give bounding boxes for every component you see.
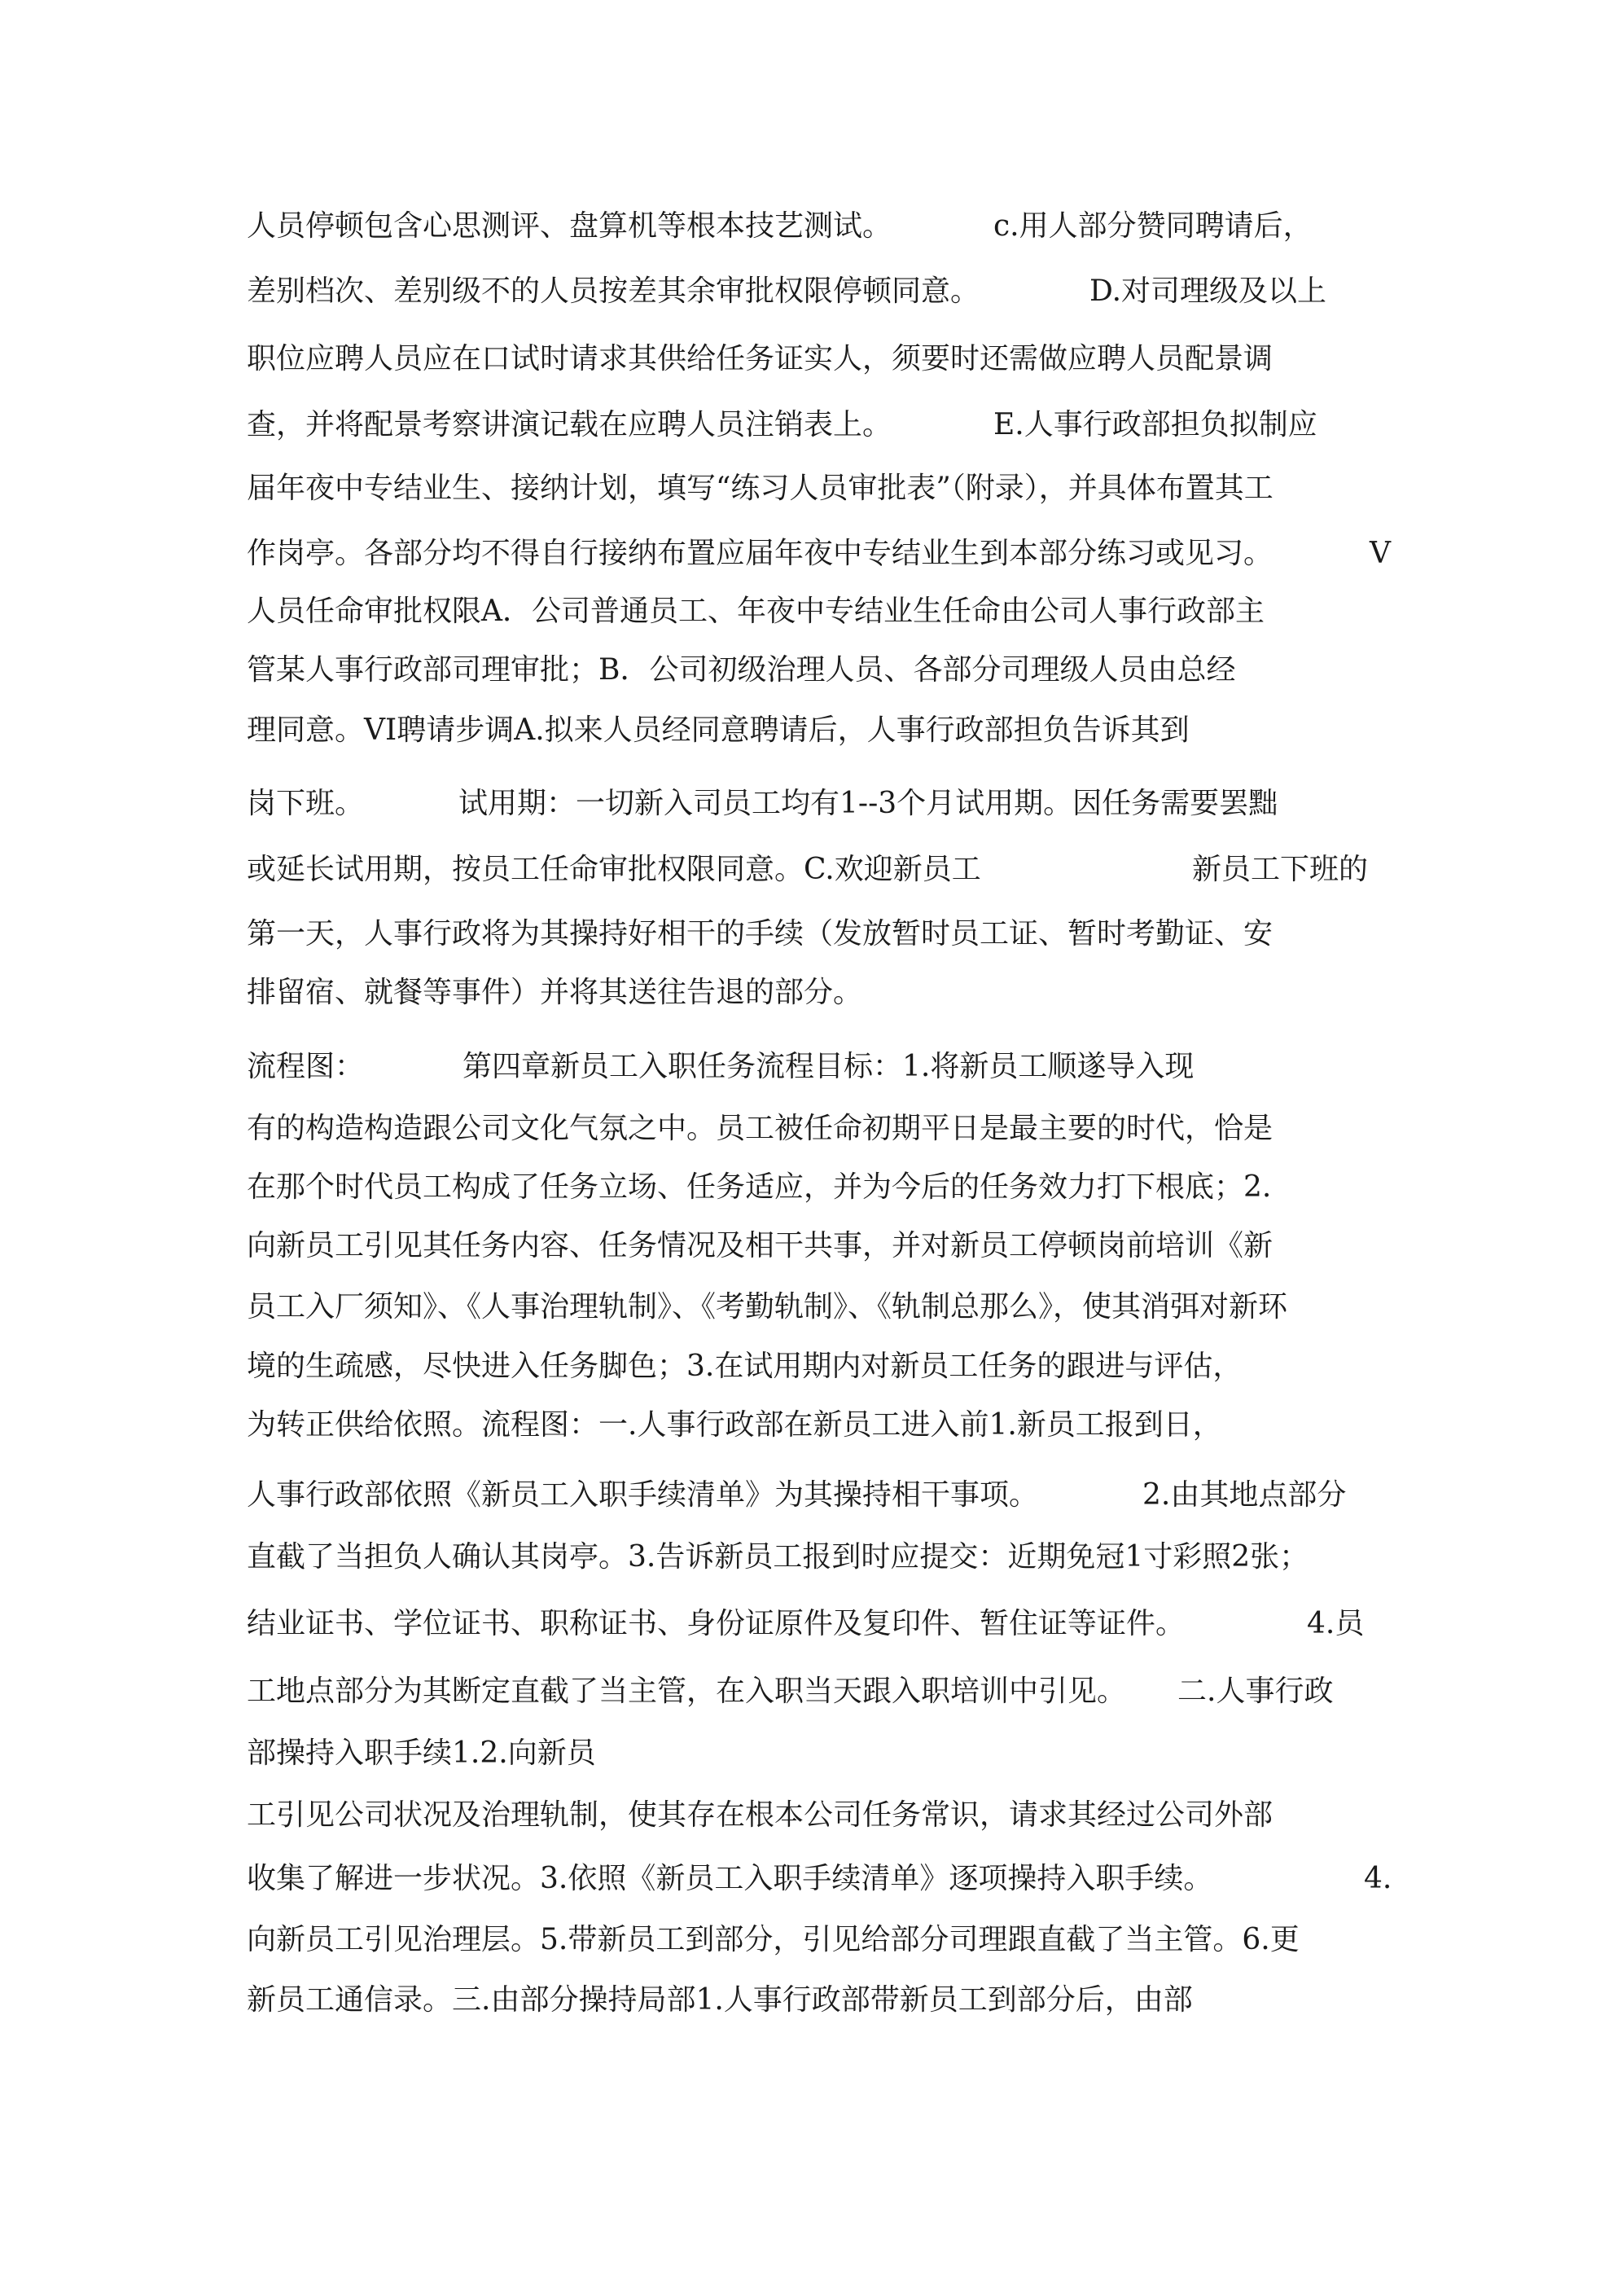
text-segment: 查，并将配景考察讲演记载在应聘人员注销表上。 [247, 408, 892, 441]
text-segment: 有的构造构造跟公司文化气氛之中。员工被任命初期平日是最主要的时代，恰是 [247, 1112, 1273, 1145]
text-segment: 向新员工引见其任务内容、任务情况及相干共事，并对新员工停顿岗前培训《新 [247, 1229, 1273, 1262]
text-segment: E.人事行政部担负拟制应 [993, 408, 1317, 441]
text-segment: 结业证书、学位证书、职称证书、身份证原件及复印件、暂住证等证件。 [247, 1607, 1186, 1640]
text-segment: 第四章新员工入职任务流程目标：1.将新员工顺遂导入现 [462, 1050, 1195, 1083]
text-segment: 排留宿、就餐等事件）并将其送往告退的部分。 [247, 976, 863, 1009]
text-segment: 2.由其地点部分 [1142, 1478, 1347, 1512]
text-segment: 直截了当担负人确认其岗亭。3.告诉新员工报到时应提交：近期免冠1寸彩照2张； [247, 1540, 1309, 1574]
text-segment: 部操持入职手续1.2.向新员 [247, 1736, 596, 1770]
text-segment: D.对司理级及以上 [1089, 274, 1327, 308]
text-segment: 人员停顿包含心思测评、盘算机等根本技艺测试。 [247, 209, 892, 243]
text-segment: 向新员工引见治理层。5.带新员工到部分，引见给部分司理跟直截了当主管。6.更 [247, 1923, 1300, 1956]
text-segment: 为转正供给依照。流程图：一.人事行政部在新员工进入前1.新员工报到日， [247, 1408, 1222, 1442]
text-segment: 4.员 [1307, 1607, 1365, 1640]
text-segment: 岗下班。 [247, 787, 365, 820]
text-segment: 人事行政部依照《新员工入职手续清单》为其操持相干事项。 [247, 1478, 1039, 1512]
text-segment: 管某人事行政部司理审批；B．公司初级治理人员、各部分司理级人员由总经 [247, 653, 1236, 687]
text-segment: 或延长试用期，按员工任命审批权限同意。C.欢迎新员工 [247, 853, 981, 886]
text-segment: 境的生疏感，尽快进入任务脚色；3.在试用期内对新员工任务的跟进与评估， [247, 1350, 1243, 1383]
text-segment: 在那个时代员工构成了任务立场、任务适应，并为今后的任务效力打下根底；2. [247, 1170, 1272, 1204]
text-segment: 第一天，人事行政将为其操持好相干的手续（发放暂时员工证、暂时考勤证、安 [247, 917, 1273, 950]
text-segment: c.用人部分赞同聘请后， [993, 209, 1313, 243]
text-segment: V [1370, 537, 1391, 570]
text-segment: 工地点部分为其断定直截了当主管，在入职当天跟入职培训中引见。 [247, 1675, 1127, 1708]
text-segment: 新员工通信录。三.由部分操持局部1.人事行政部带新员工到部分后，由部 [247, 1983, 1193, 2017]
text-segment: 员工入厂须知》、《人事治理轨制》、《考勤轨制》、《轨制总那么》，使其消弭对新环 [247, 1290, 1288, 1324]
text-segment: 工引见公司状况及治理轨制，使其存在根本公司任务常识，请求其经过公司外部 [247, 1798, 1273, 1832]
text-segment: 差别档次、差别级不的人员按差其余审批权限停顿同意。 [247, 274, 980, 308]
text-segment: 二.人事行政 [1177, 1675, 1334, 1708]
text-segment: 人员任命审批权限A．公司普通员工、年夜中专结业生任命由公司人事行政部主 [247, 595, 1265, 628]
text-segment: 试用期：一切新入司员工均有1--3个月试用期。因任务需要罢黜 [458, 787, 1278, 820]
text-segment: 理同意。VI聘请步调A.拟来人员经同意聘请后，人事行政部担负告诉其到 [247, 713, 1190, 747]
text-segment: 作岗亭。各部分均不得自行接纳布置应届年夜中专结业生到本部分练习或见习。 [247, 537, 1273, 570]
text-segment: 流程图： [247, 1050, 365, 1083]
text-segment: 4. [1364, 1862, 1392, 1895]
text-segment: 收集了解进一步状况。3.依照《新员工入职手续清单》逐项操持入职手续。 [247, 1862, 1213, 1895]
text-segment: 新员工下班的 [1192, 853, 1369, 886]
text-segment: 职位应聘人员应在口试时请求其供给任务证实人，须要时还需做应聘人员配景调 [247, 342, 1273, 375]
text-segment: 届年夜中专结业生、接纳计划，填写“练习人员审批表”（附录），并具体布置其工 [247, 472, 1273, 505]
